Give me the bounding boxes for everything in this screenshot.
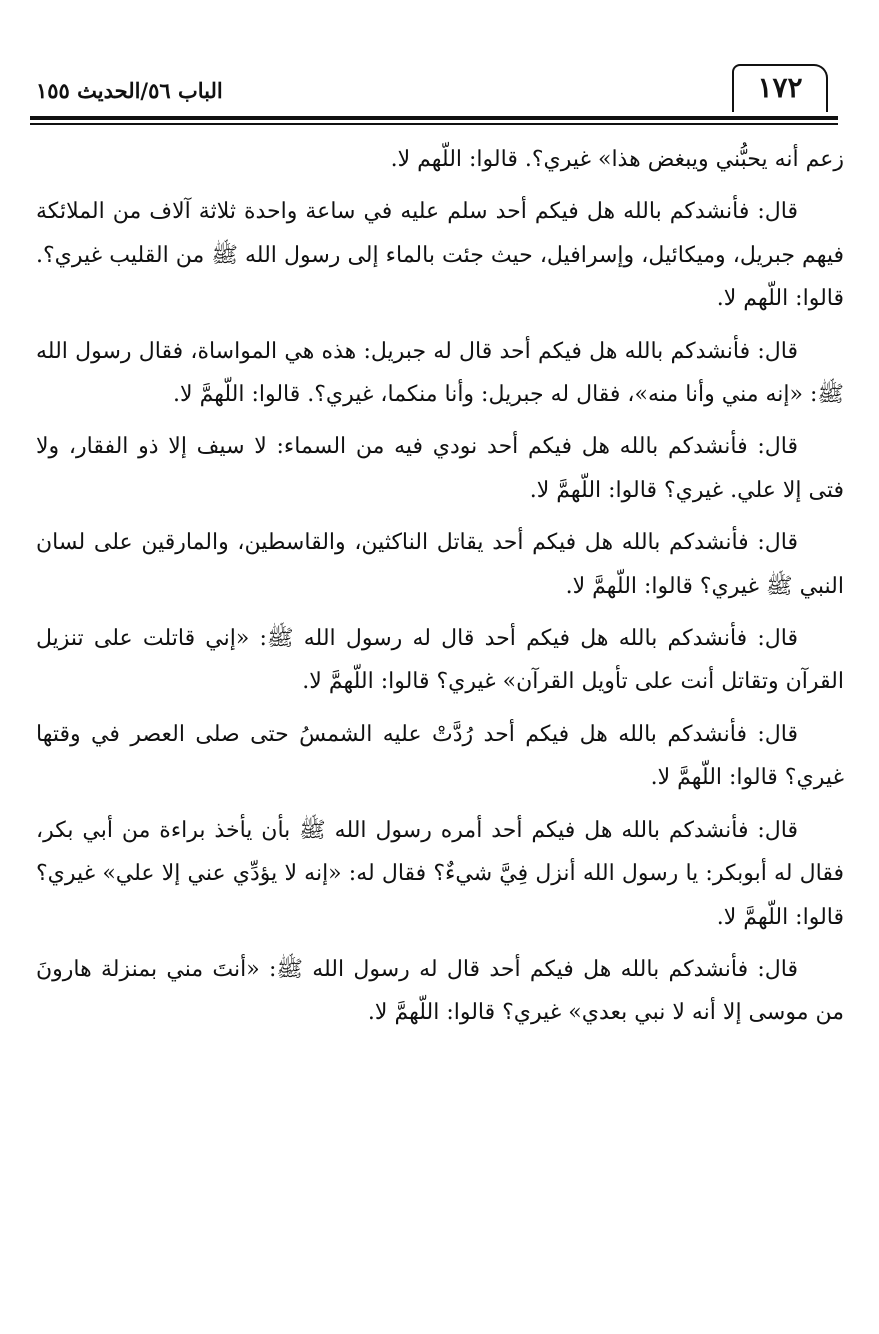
body-text [36, 138, 844, 1044]
page-header [30, 58, 838, 118]
paragraph: قال: فأنشدكم بالله هل فيكم أحد قال له جبريل: هذه هي المواساة، فقال رسول الله ﷺ: «إنه مني وأنا منه»، فقال له جبريل: وأنا منكما، غيري؟. قالوا: اللّهمَّ لا. [36, 338, 844, 408]
header-rule-thick [30, 116, 838, 120]
paragraph: قال: فأنشدكم بالله هل فيكم أحد سلم عليه في ساعة واحدة ثلاثة آلاف من الملائكة فيهم جبريل، وميكائيل، وإسرافيل، حيث جئت بالماء إلى رسول الله ﷺ من القليب غيري؟. قالوا: اللّهم لا. [36, 199, 844, 312]
paragraph: قال: فأنشدكم بالله هل فيكم أحد رُدَّتْ عليه الشمسُ حتى صلى العصر في وقتها غيري؟ قالوا: اللّهمَّ لا. [36, 721, 844, 791]
paragraph: قال: فأنشدكم بالله هل فيكم أحد قال له رسول الله ﷺ: «إني قاتلت على تنزيل القرآن وتقاتل أنت على تأويل القرآن» غيري؟ قالوا: اللّهمَّ لا. [36, 626, 844, 695]
chapter-hadith-title: الباب ٥٦/الحديث ١٥٥ [36, 78, 223, 103]
paragraph: قال: فأنشدكم بالله هل فيكم أحد يقاتل الناكثين، والقاسطين، والمارقين على لسان النبي ﷺ غيري؟ قالوا: اللّهمَّ لا. [36, 530, 844, 599]
paragraph: زعم أنه يحبُّني ويبغض هذا» غيري؟. قالوا: اللّهم لا. [390, 147, 844, 172]
paragraph: قال: فأنشدكم بالله هل فيكم أحد قال له رسول الله ﷺ: «أنتَ مني بمنزلة هارونَ من موسى إلا أنه لا نبي بعدي» غيري؟ قالوا: اللّهمَّ لا. [36, 956, 844, 1026]
header-rule-thin [30, 123, 838, 125]
paragraph: قال: فأنشدكم بالله هل فيكم أحد نودي فيه من السماء: لا سيف إلا ذو الفقار، ولا فتى إلا علي. غيري؟ قالوا: اللّهمَّ لا. [36, 434, 844, 503]
paragraph: قال: فأنشدكم بالله هل فيكم أحد أمره رسول الله ﷺ بأن يأخذ براءة من أبي بكر، فقال له أبوبكر: يا رسول الله أنزل فِيَّ شيءٌ؟ فقال له: «إنه لا يؤدِّي عني إلا علي» غيري؟ قالوا: اللّهمَّ لا. [36, 817, 844, 930]
page-number: ١٧٢ [732, 64, 828, 112]
